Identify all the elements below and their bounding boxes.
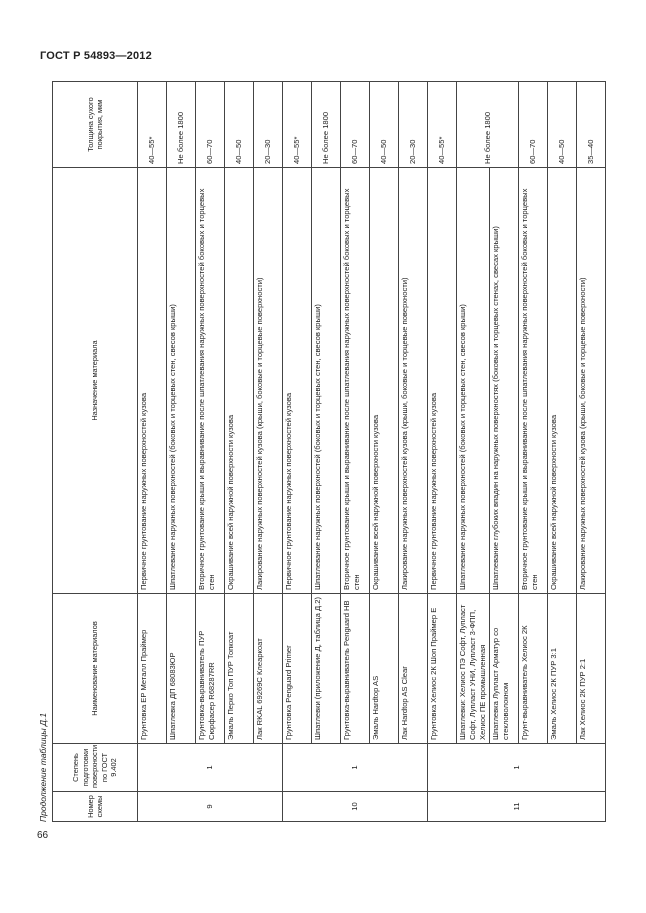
table-row <box>312 82 341 822</box>
table-row <box>138 82 167 822</box>
thickness-cell: 40—50 <box>225 82 254 168</box>
thickness-cell: Не более 1800 <box>167 82 196 168</box>
material-name-cell: Шпатлевки (приложение Д, таблица Д.2) <box>312 594 341 744</box>
coating-schemes-table <box>52 81 606 822</box>
purpose-cell: Шпатлевание наружных поверхностей (боковых и торцевых стен, свесов крыши) <box>457 168 490 594</box>
thickness-cell: 60—70 <box>519 82 548 168</box>
thickness-cell: 60—70 <box>341 82 370 168</box>
purpose-cell: Первичное грунтование наружных поверхностей кузова <box>138 168 167 594</box>
header-scheme-number: Номер схемы <box>53 792 138 822</box>
document-header: ГОСТ Р 54893—2012 <box>40 50 152 62</box>
material-name-cell: Грунт-выравниватель Хелиос 2К <box>519 594 548 744</box>
purpose-cell: Вторичное грунтование крыши и выравнивание после шпатлевания наружных поверхностей боковых и торцевых стен <box>341 168 370 594</box>
material-name-cell: Лак Хелиос 2К ПУР 2:1 <box>577 594 606 744</box>
header-surface-prep: Степень подготовки поверхности по ГОСТ 9.402 <box>53 744 138 792</box>
thickness-cell: 40—50 <box>370 82 399 168</box>
table-row <box>428 82 457 822</box>
thickness-cell: 40—50 <box>548 82 577 168</box>
material-name-cell: Грунтовка ЕР Металл Праймер <box>138 594 167 744</box>
purpose-cell: Шпатлевание наружных поверхностей (боковых и торцевых стен, свесов крыши) <box>167 168 196 594</box>
thickness-cell: 35—40 <box>577 82 606 168</box>
scheme-number-cell: 11 <box>428 792 606 822</box>
table-row <box>254 82 283 822</box>
header-material-name: Наименование материалов <box>53 594 138 744</box>
table-caption: Продолжение таблицы Д.1 <box>38 712 48 822</box>
table-row <box>283 82 312 822</box>
header-thickness: Толщина сухого покрытия, мкм <box>53 82 138 168</box>
table-row <box>519 82 548 822</box>
purpose-cell: Первичное грунтование наружных поверхностей кузова <box>428 168 457 594</box>
table-row <box>490 82 519 822</box>
material-name-cell: Грунтовка-выравниватель Penguard HB <box>341 594 370 744</box>
thickness-cell: 40—55* <box>428 82 457 168</box>
thickness-cell: 40—55* <box>138 82 167 168</box>
thickness-cell: Не более 1800 <box>312 82 341 168</box>
purpose-cell: Окрашивание всей наружной поверхности кузова <box>225 168 254 594</box>
table-row <box>341 82 370 822</box>
scheme-number-cell: 10 <box>283 792 428 822</box>
thickness-cell: 40—55* <box>283 82 312 168</box>
purpose-cell: Окрашивание всей наружной поверхности кузова <box>548 168 577 594</box>
purpose-cell: Лакирование наружных поверхностей кузова (крыши, боковые и торцевые поверхности) <box>577 168 606 594</box>
thickness-cell: Не более 1800 <box>457 82 519 168</box>
table-row <box>399 82 428 822</box>
surface-prep-cell: 1 <box>428 744 606 792</box>
page-number: 66 <box>37 830 49 841</box>
purpose-cell: Лакирование наружных поверхностей кузова (крыши, боковые и торцевые поверхности) <box>399 168 428 594</box>
table-row <box>577 82 606 822</box>
table-row <box>225 82 254 822</box>
rotated-table-area <box>37 82 595 822</box>
table-row <box>167 82 196 822</box>
material-name-cell: Шпатлевка Лупласт Арматур со стекловолокном <box>490 594 519 744</box>
purpose-cell: Вторичное грунтование крыши и выравнивание после шпатлевания наружных поверхностей боковых и торцевых стен <box>519 168 548 594</box>
purpose-cell: Лакирование наружных поверхностей кузова (крыши, боковые и торцевые поверхности) <box>254 168 283 594</box>
material-name-cell: Шпатлевка ДП 68083ЮР <box>167 594 196 744</box>
table-row <box>548 82 577 822</box>
surface-prep-cell: 1 <box>138 744 283 792</box>
material-name-cell: Лак Hardtop AS Clear <box>399 594 428 744</box>
purpose-cell: Вторичное грунтование крыши и выравнивание после шпатлевания наружных поверхностей боковых и торцевых стен <box>196 168 225 594</box>
material-name-cell: Грунтовка Penguard Primer <box>283 594 312 744</box>
material-name-cell: Эмаль Перко Топ ПУР Топкоат <box>225 594 254 744</box>
table-row <box>196 82 225 822</box>
material-name-cell: Шпатлевки: Хелиос ПЭ Софт, Лупласт Софт, Лупласт УНИ, Лупласт 3-ФПП, Хелиос ПЕ промышленная <box>457 594 490 744</box>
surface-prep-cell: 1 <box>283 744 428 792</box>
material-name-cell: Грунтовка-выравниватель ПУР Сюрфасер R68287RR <box>196 594 225 744</box>
material-name-cell: Эмаль Hardtop AS <box>370 594 399 744</box>
table-header-row <box>53 82 138 822</box>
purpose-cell: Окрашивание всей наружной поверхности кузова <box>370 168 399 594</box>
material-name-cell: Эмаль Хелиос 2К ПУР 3:1 <box>548 594 577 744</box>
purpose-cell: Шпатлевание наружных поверхностей (боковых и торцевых стен, свесов крыши) <box>312 168 341 594</box>
thickness-cell: 20—30 <box>254 82 283 168</box>
header-purpose: Назначение материала <box>53 168 138 594</box>
table-row <box>370 82 399 822</box>
purpose-cell: Шпатлевание глубоких впадин на наружных поверхностях (боковых и торцевых стенах, свесах крыши) <box>490 168 519 594</box>
material-name-cell: Грунтовка Хелиос 2К Шоп Праймер Е <box>428 594 457 744</box>
thickness-cell: 20—30 <box>399 82 428 168</box>
thickness-cell: 60—70 <box>196 82 225 168</box>
scheme-number-cell: 9 <box>138 792 283 822</box>
purpose-cell: Первичное грунтование наружных поверхностей кузова <box>283 168 312 594</box>
table-row <box>457 82 490 822</box>
material-name-cell: Лак RKAL 69269C Клеаркоат <box>254 594 283 744</box>
